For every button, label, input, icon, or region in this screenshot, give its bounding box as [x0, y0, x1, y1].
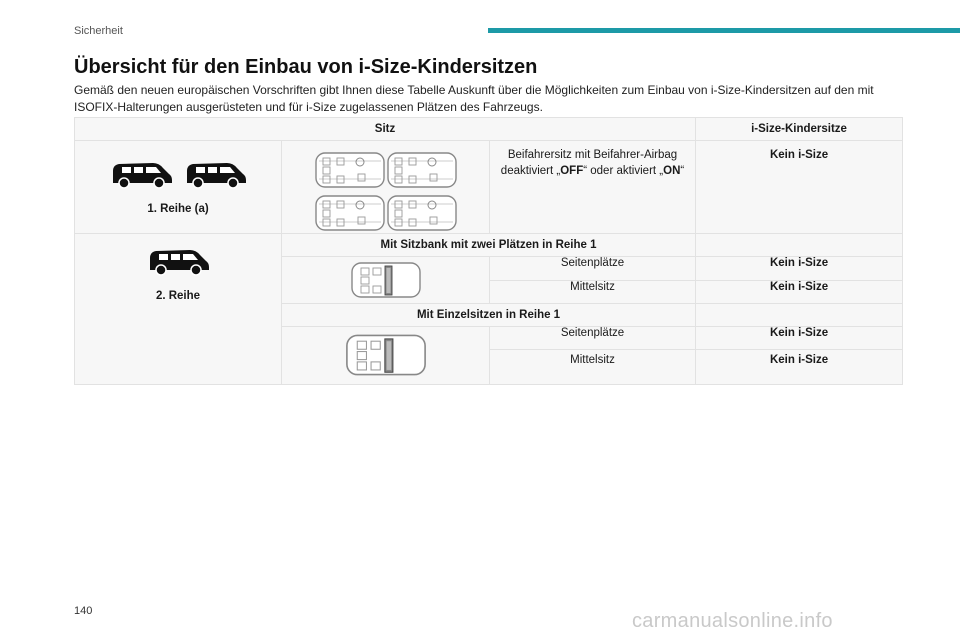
desc-text: Beifahrersitz mit Beifahrer-Airbag deaktiviert „	[500, 149, 678, 177]
desc-on: ON	[663, 165, 681, 177]
seat-plan-icon	[351, 260, 421, 300]
row1-label: 1. Reihe (a)	[147, 203, 209, 215]
row1-seat-cell	[75, 141, 282, 234]
van-icon	[109, 159, 173, 189]
single-seat-0: Seitenplätze	[490, 327, 696, 350]
row2-label: 2. Reihe	[155, 290, 201, 302]
header-accent-bar	[488, 28, 960, 33]
van-icon	[146, 246, 210, 276]
i-size-table	[74, 117, 903, 385]
section-label: Sicherheit	[74, 25, 123, 37]
desc-off: OFF	[560, 165, 584, 177]
seat-plan-icon	[315, 193, 385, 233]
empty-cell	[696, 234, 903, 257]
page-number: 140	[74, 605, 93, 617]
bench-value-1: Kein i-Size	[696, 280, 903, 304]
bench-plan-cell	[282, 257, 490, 304]
single-value-1: Kein i-Size	[696, 350, 903, 385]
bench-value-0: Kein i-Size	[696, 257, 903, 281]
seat-plan-icon	[387, 150, 457, 190]
header-seat: Sitz	[75, 118, 696, 141]
header-isize: i-Size-Kindersitze	[696, 118, 903, 141]
empty-cell	[696, 304, 903, 327]
seat-plan-icon	[344, 332, 428, 378]
seat-plan-icon	[387, 193, 457, 233]
single-header: Mit Einzelsitzen in Reihe 1	[282, 304, 696, 327]
single-seat-1: Mittelsitz	[490, 350, 696, 385]
bench-header: Mit Sitzbank mit zwei Plätzen in Reihe 1	[282, 234, 696, 257]
row2-seat-cell	[75, 234, 282, 385]
desc-text: “	[680, 165, 685, 177]
van-icon	[183, 159, 247, 189]
page-title: Übersicht für den Einbau von i-Size-Kindersitzen	[74, 56, 538, 78]
table-row-row1	[75, 141, 903, 234]
row1-desc	[490, 141, 696, 234]
single-value-0: Kein i-Size	[696, 327, 903, 350]
bench-seat-0: Seitenplätze	[490, 257, 696, 281]
watermark: carmanualsonline.info	[632, 610, 833, 632]
intro-paragraph: Gemäß den neuen europäischen Vorschriften gibt Ihnen diese Tabelle Auskunft über die Möglichkeiten zum Einbau von i-Size-Kindersitzen auf den mit ISOFIX-Halterungen ausgerüsteten und für i-Size zugelassenen Plätzen des Fahrzeugs.	[74, 83, 874, 114]
row1-plans-cell	[282, 141, 490, 234]
bench-seat-1: Mittelsitz	[490, 280, 696, 304]
row1-value: Kein i-Size	[696, 141, 903, 234]
seat-plan-icon	[315, 150, 385, 190]
desc-text: “ oder aktiviert „	[583, 165, 664, 177]
single-plan-cell	[282, 327, 490, 385]
